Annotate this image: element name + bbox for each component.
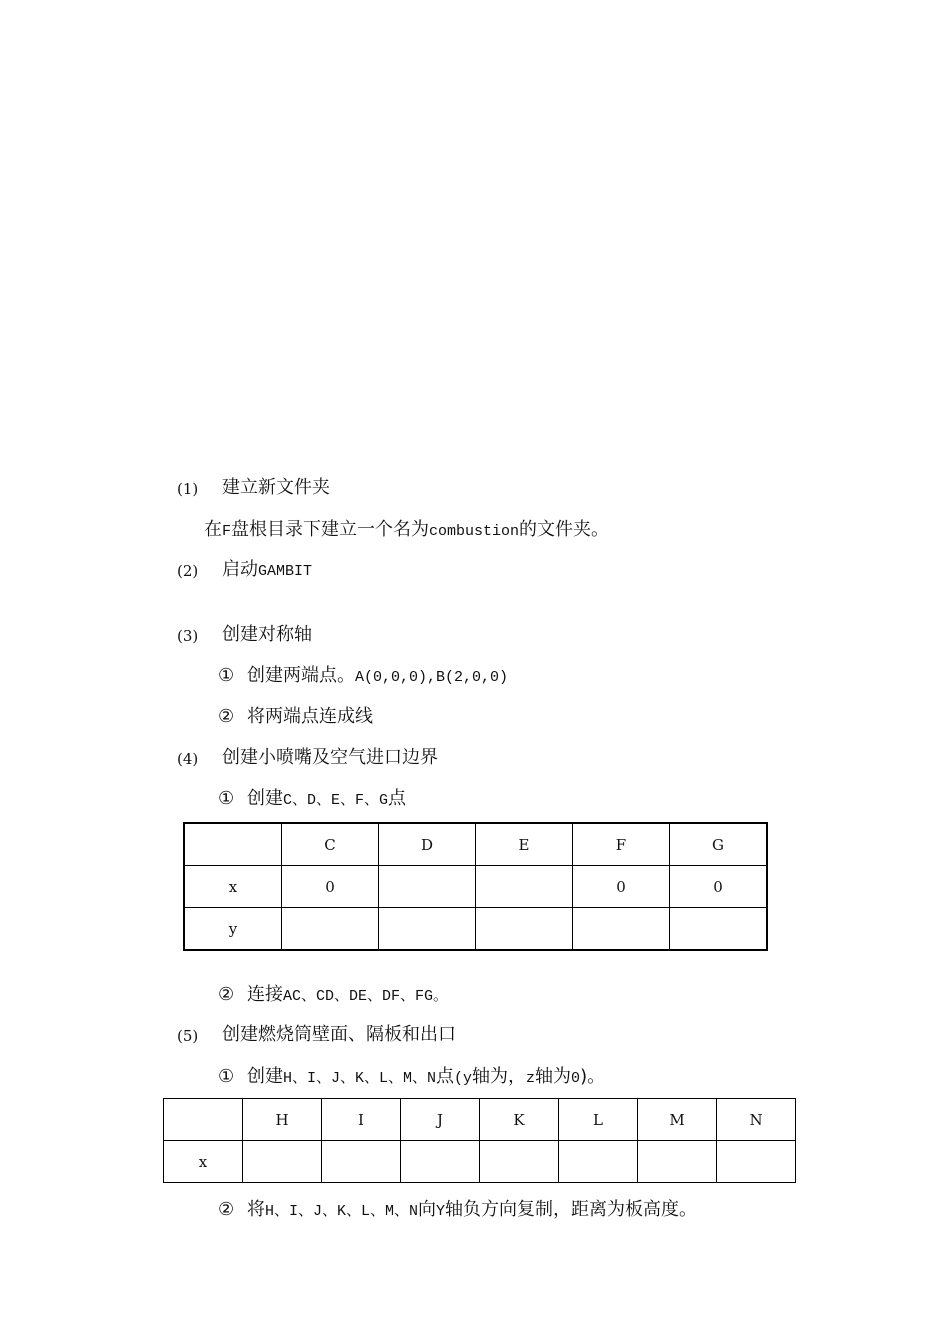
step5-item2-post: 轴负方向复制，距离为板高度。 xyxy=(445,1199,698,1220)
step4-item1-pre: 创建 xyxy=(247,788,283,809)
step1-text xyxy=(204,518,609,544)
table-header-cell: K xyxy=(480,1099,559,1141)
step4-item2-text xyxy=(247,983,448,1009)
table-header-cell: H xyxy=(243,1099,322,1141)
table-cell xyxy=(322,1141,401,1183)
step4-item1-post: 点 xyxy=(388,788,407,809)
section-5-number: (5) xyxy=(177,1027,199,1045)
section-2-number: (2) xyxy=(177,562,199,580)
table-cell xyxy=(638,1141,717,1183)
step5-item2-mid: 向 xyxy=(418,1199,437,1220)
step3-item2-marker: ② xyxy=(218,706,235,727)
table-cell xyxy=(670,908,768,951)
section-5-title: 创建燃烧筒壁面、隔板和出口 xyxy=(222,1024,456,1045)
table-cell xyxy=(379,866,476,908)
table-cell xyxy=(573,908,670,951)
table-header-cell: M xyxy=(638,1099,717,1141)
step4-item2-marker: ② xyxy=(218,984,235,1005)
section-3-number: (3) xyxy=(177,627,199,645)
table-row-label: y xyxy=(184,908,282,951)
step5-item1-post: )。 xyxy=(580,1066,606,1087)
step5-item2-axis: Y xyxy=(436,1203,446,1220)
step5-item2-points: H、I、J、K、L、M、N xyxy=(265,1203,419,1220)
step5-item1-mid3: 轴为 xyxy=(535,1066,572,1087)
table-header-cell: E xyxy=(476,823,573,866)
step5-item1-pre: 创建 xyxy=(247,1066,283,1087)
step5-item1-zero: 0 xyxy=(571,1070,581,1087)
step5-item1-mid2: 轴为， xyxy=(472,1066,527,1087)
table-cell xyxy=(379,908,476,951)
section-1-number: (1) xyxy=(177,480,199,498)
table-row-label: x xyxy=(164,1141,243,1183)
step3-item2-text: 将两端点连成线 xyxy=(247,706,373,727)
table-header-cell: N xyxy=(717,1099,796,1141)
step1-folder-name: combustion xyxy=(429,523,520,540)
table-cell xyxy=(184,823,282,866)
step5-item2-pre: 将 xyxy=(247,1199,265,1220)
table-header-cell: L xyxy=(559,1099,638,1141)
section-2-title xyxy=(222,558,312,584)
step3-item1-text xyxy=(247,664,508,690)
table-cell xyxy=(559,1141,638,1183)
section-2-app-name: GAMBIT xyxy=(258,563,313,580)
table-header-cell: I xyxy=(322,1099,401,1141)
step4-item1-points: C、D、E、F、G xyxy=(283,792,389,809)
section-1-title: 建立新文件夹 xyxy=(222,477,330,498)
table-cell xyxy=(717,1141,796,1183)
step1-drive: F xyxy=(222,523,232,540)
step4-item2-pre: 连接 xyxy=(247,984,283,1005)
table-cell: 0 xyxy=(670,866,768,908)
step3-item1-coords: A(0,0,0),B(2,0,0) xyxy=(355,669,509,686)
step4-item2-lines: AC、CD、DE、DF、FG。 xyxy=(283,988,449,1005)
table-header-cell: C xyxy=(282,823,379,866)
step4-item1-marker: ① xyxy=(218,788,235,809)
table-cell: 0 xyxy=(282,866,379,908)
table-row xyxy=(164,1099,796,1141)
table-row xyxy=(164,1141,796,1183)
step5-item1-text xyxy=(247,1065,605,1091)
step5-item1-points: H、I、J、K、L、M、N xyxy=(283,1070,437,1087)
step1-text-pre: 在 xyxy=(204,519,222,540)
points-table-hijklmn xyxy=(163,1098,796,1183)
step3-item1-pre: 创建两端点。 xyxy=(247,665,355,686)
table-cell xyxy=(476,908,573,951)
table-cell xyxy=(282,908,379,951)
step5-item1-mid: 点 xyxy=(436,1066,455,1087)
step5-item1-y: (y xyxy=(454,1070,473,1087)
table-cell xyxy=(164,1099,243,1141)
table-cell xyxy=(476,866,573,908)
table-cell: 0 xyxy=(573,866,670,908)
table-cell xyxy=(401,1141,480,1183)
section-4-number: (4) xyxy=(177,750,199,768)
points-table-cdefg xyxy=(183,822,768,951)
table-header-cell: J xyxy=(401,1099,480,1141)
step5-item1-z: z xyxy=(526,1070,536,1087)
step1-text-post: 的文件夹。 xyxy=(519,519,610,540)
table-cell xyxy=(480,1141,559,1183)
table-header-cell: D xyxy=(379,823,476,866)
step3-item1-marker: ① xyxy=(218,665,235,686)
table-header-cell: G xyxy=(670,823,768,866)
table-row xyxy=(184,866,767,908)
step1-text-mid: 盘根目录下建立一个名为 xyxy=(231,519,430,540)
table-cell xyxy=(243,1141,322,1183)
step5-item1-marker: ① xyxy=(218,1066,235,1087)
section-3-title: 创建对称轴 xyxy=(222,624,312,645)
step5-item2-text xyxy=(247,1198,697,1224)
table-row-label: x xyxy=(184,866,282,908)
table-row xyxy=(184,823,767,866)
step4-item1-text xyxy=(247,787,406,813)
table-header-cell: F xyxy=(573,823,670,866)
section-4-title: 创建小喷嘴及空气进口边界 xyxy=(222,747,438,768)
table-row xyxy=(184,908,767,951)
step5-item2-marker: ② xyxy=(218,1199,235,1220)
section-2-title-pre: 启动 xyxy=(222,559,258,580)
